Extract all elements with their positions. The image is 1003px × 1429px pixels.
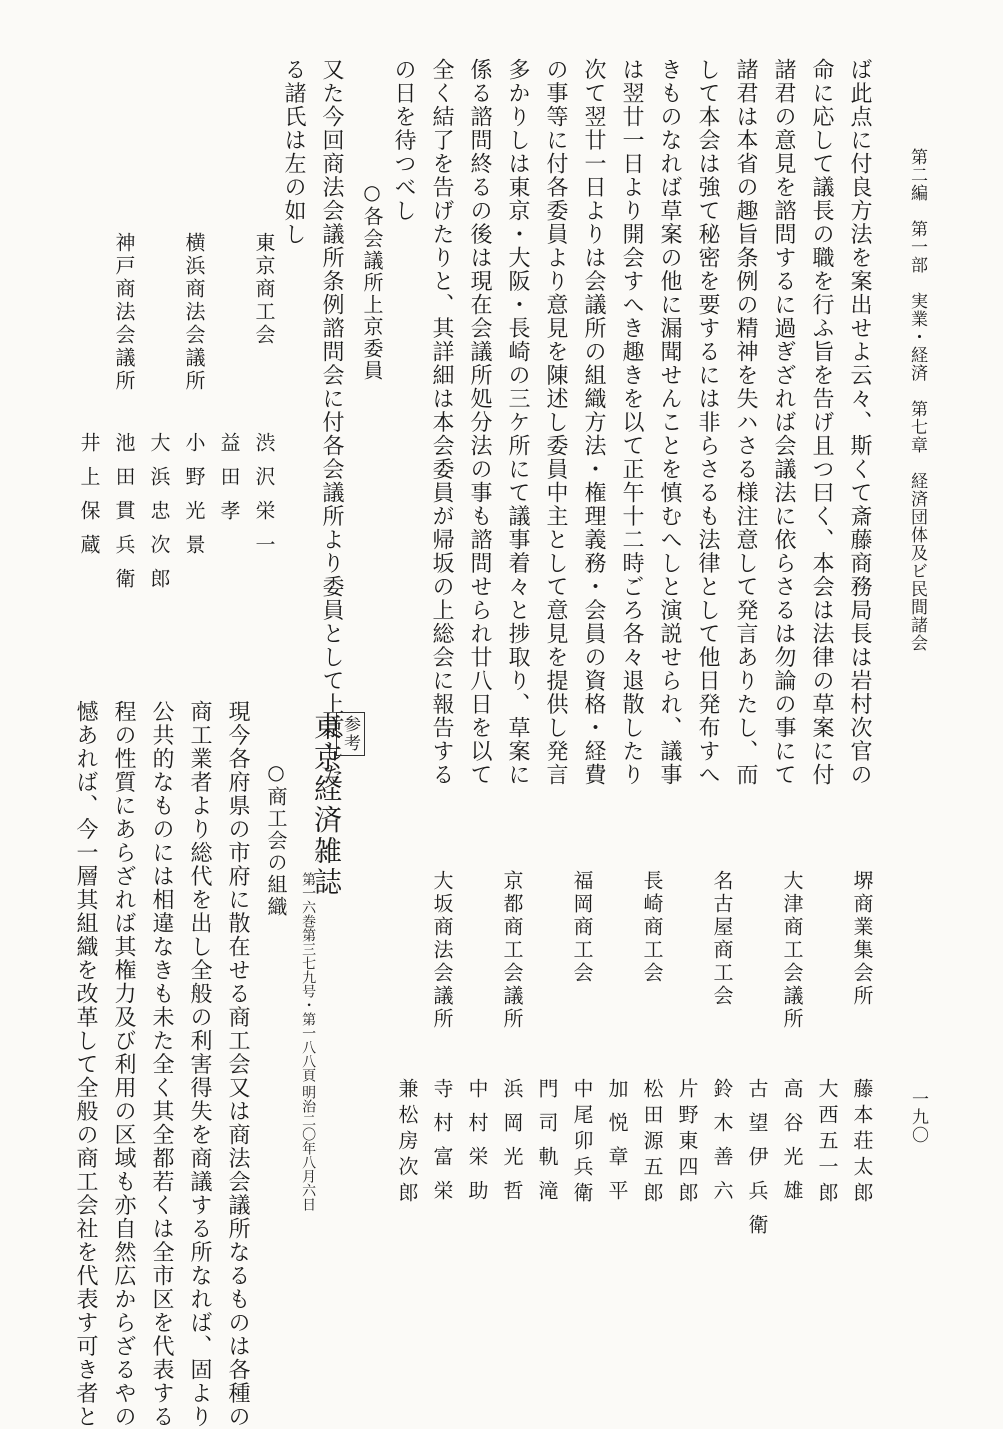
delegate-name: 池田貫兵衛: [112, 432, 136, 602]
text-column: の事等に付各委員より意見を陳述し委員中主として意見を提供し発言: [543, 58, 568, 787]
text-column: 命に応して議長の職を行ふ旨を告げ且つ曰く、本会は法律の草案に付: [809, 58, 834, 787]
text-column: 程の性質にあらざれば其権力及び利用の区域も亦自然広からざるやの: [111, 700, 136, 1429]
delegate-org: 大坂商法会議所: [430, 870, 454, 1031]
page-number: 一九〇: [908, 1090, 928, 1144]
text-column: ば此点に付良方法を案出せよ云々、斯くて斎藤商務局長は岩村次官の: [847, 58, 872, 787]
delegate-name: 大浜忠次郎: [147, 432, 171, 602]
delegate-name: 片野東四郎: [675, 1078, 699, 1208]
text-column: 憾あれば、今一層其組織を改革して全般の商工会社を代表す可き者と: [73, 700, 98, 1429]
delegate-org: 東京商工会: [252, 232, 276, 347]
delegate-name: 兼松房次郎: [395, 1078, 419, 1208]
delegate-name: 藤本荘太郎: [850, 1078, 874, 1208]
delegate-name: 鈴木善六: [710, 1078, 734, 1214]
reference-citation: [300, 872, 316, 1211]
delegate-name: 渋沢栄一: [252, 432, 276, 568]
delegate-name: 小野光景: [182, 432, 206, 568]
section-heading: ○各会議所上京委員: [360, 180, 384, 382]
delegate-name: 大西五一郎: [815, 1078, 839, 1208]
intro-column: る諸氏は左の如し: [281, 58, 306, 246]
reference-label: 参考: [336, 712, 365, 756]
delegate-org: 大津商工会議所: [780, 870, 804, 1031]
delegate-org: 長崎商工会: [640, 870, 664, 985]
delegate-name: 井上保蔵: [77, 432, 101, 568]
delegate-org: 名古屋商工会: [710, 870, 734, 1008]
delegate-org: 堺商業集会所: [850, 870, 874, 1008]
delegate-org: 福岡商工会: [570, 870, 594, 985]
intro-column: 又た今回商法会議所条例諮問会に付各会議所より委員として上京した: [319, 58, 344, 787]
text-column: きものなれば草案の他に漏聞せんことを慎むへしと演説せられ、議事: [657, 58, 682, 787]
delegate-name: 高谷光雄: [780, 1078, 804, 1214]
text-column: の日を待つべし: [391, 58, 416, 223]
delegate-name: 益田孝: [217, 432, 241, 534]
text-column: 諸君は本省の趣旨条例の精神を失ハさる様注意して発言ありたし、而: [733, 58, 758, 787]
delegate-org: 横浜商法会議所: [182, 232, 206, 393]
reference-date: 明治二〇年八月六日: [300, 1085, 317, 1211]
delegate-name: 古望伊兵衛: [745, 1078, 769, 1248]
delegate-name: 寺村富栄: [430, 1078, 454, 1214]
subheading: ○商工会の組織: [264, 760, 288, 918]
running-header: 第二編 第一部 実業・経済 第七章 経済団体及ビ民間諸会: [907, 148, 927, 652]
text-column: は翌廿一日より開会すへき趣きを以て正午十二時ごろ各々退散したり: [619, 58, 644, 787]
text-column: 諸君の意見を諮問するに過ぎざれば会議法に依らさるは勿論の事にて: [771, 58, 796, 787]
delegate-name: 松田源五郎: [640, 1078, 664, 1208]
delegate-name: 門司軌滝: [535, 1078, 559, 1214]
delegate-name: 加悦章平: [605, 1078, 629, 1214]
delegate-org: 神戸商法会議所: [112, 232, 136, 393]
text-column: 次て翌廿一日よりは会議所の組織方法・権理義務・会員の資格・経費: [581, 58, 606, 787]
reference-volume: 第一六巻第三七九号・第一八八頁: [300, 872, 317, 1082]
text-column: 多かりしは東京・大阪・長崎の三ケ所にて議事着々と捗取り、草案に: [505, 58, 530, 787]
text-column: 現今各府県の市府に散在せる商工会又は商法会議所なるものは各種の: [225, 700, 250, 1429]
delegate-name: 浜岡光哲: [500, 1078, 524, 1214]
text-column: して本会は強て秘密を要するには非らさるも法律として他日発布すへ: [695, 58, 720, 787]
delegate-name: 中尾卯兵衛: [570, 1078, 594, 1208]
text-column: 係る諮問終るの後は現在会議所処分法の事も諮問せられ廿八日を以て: [467, 58, 492, 787]
reference-title: 東京経済雑誌: [310, 712, 343, 898]
text-column: 商工業者より総代を出し全般の利害得失を商議する所なれば、固より: [187, 700, 212, 1429]
delegate-name: 中村栄助: [465, 1078, 489, 1214]
text-column: 公共的なものには相違なきも未た全く其全都若くは全市区を代表する: [149, 700, 174, 1429]
delegate-org: 京都商工会議所: [500, 870, 524, 1031]
text-column: 全く結了を告げたりと、其詳細は本会委員が帰坂の上総会に報告する: [429, 58, 454, 787]
